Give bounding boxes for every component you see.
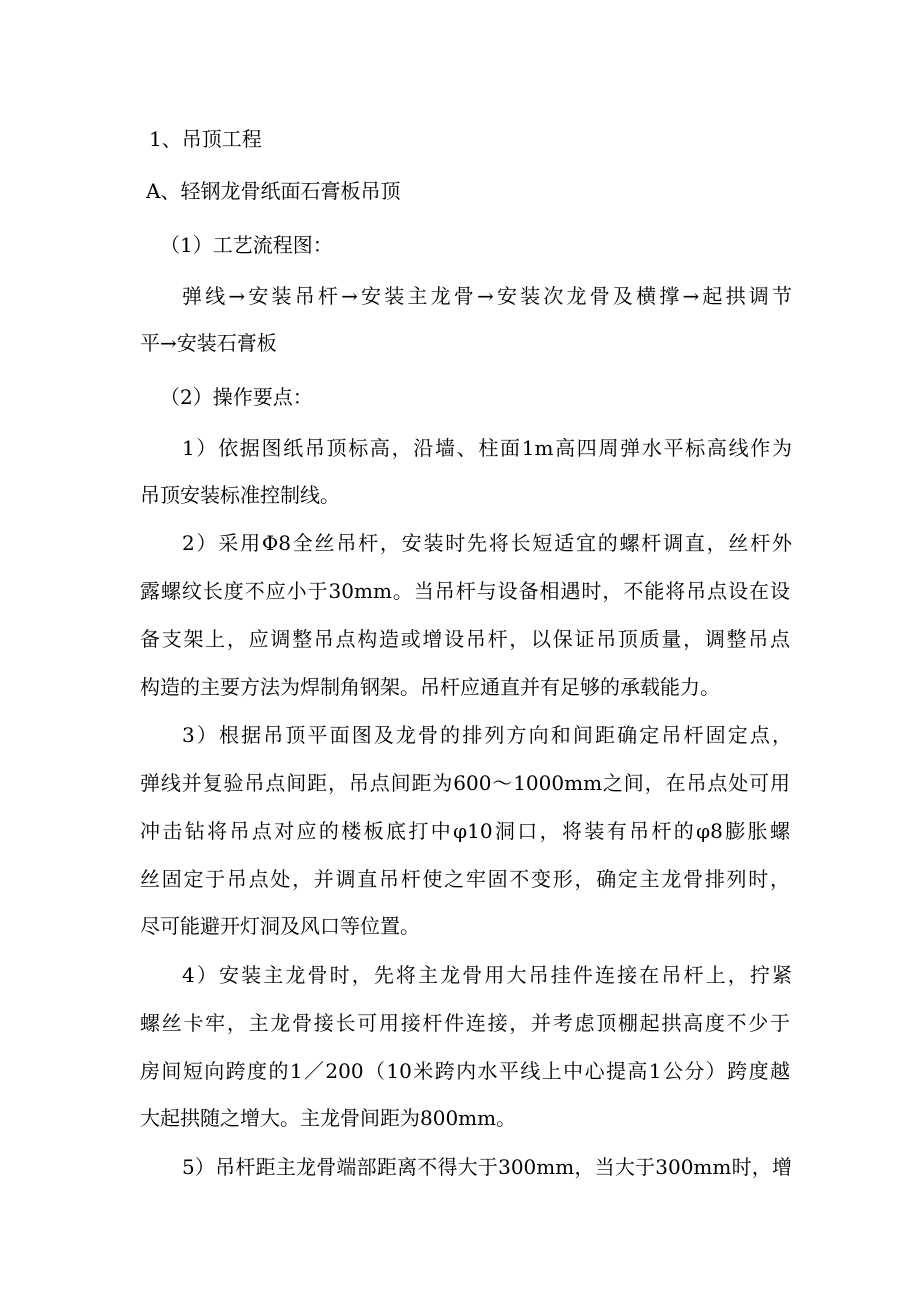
point3-line-1: 3）根据吊顶平面图及龙骨的排列方向和间距确定吊杆固定点，: [182, 723, 792, 747]
point2-line-1: 2）采用Φ8全丝吊杆，安装时先将长短适宜的螺杆调直，丝杆外: [182, 531, 792, 555]
item1-heading: （1）工艺流程图：: [160, 233, 333, 257]
point4-line-3: 房间短向跨度的1／200（10米跨内水平线上中心提高1公分）跨度越: [140, 1059, 790, 1083]
point2-line-2: 露螺纹长度不应小于30mm。当吊杆与设备相遇时，不能将吊点设在设: [140, 579, 790, 603]
flow-line-2: 平→安装石膏板: [140, 331, 277, 355]
item2-heading: （2）操作要点：: [160, 385, 313, 409]
subsection-heading: A、轻钢龙骨纸面石膏板吊顶: [146, 179, 401, 203]
point1-line-2: 吊顶安装标准控制线。: [140, 483, 340, 507]
point4-line-2: 螺丝卡牢，主龙骨接长可用接杆件连接，并考虑顶棚起拱高度不少于: [140, 1011, 790, 1035]
section-heading: 1、吊顶工程: [149, 127, 262, 151]
point3-line-4: 丝固定于吊点处，并调直吊杆使之牢固不变形，确定主龙骨排列时，: [140, 867, 790, 891]
point3-line-2: 弹线并复验吊点间距，吊点间距为600～1000mm之间，在吊点处可用: [140, 771, 790, 795]
point2-line-4: 构造的主要方法为焊制角钢架。吊杆应通直并有足够的承载能力。: [140, 675, 720, 699]
point3-line-5: 尽可能避开灯洞及风口等位置。: [140, 914, 420, 938]
point4-line-4: 大起拱随之增大。主龙骨间距为800mm。: [140, 1106, 517, 1130]
point4-line-1: 4）安装主龙骨时，先将主龙骨用大吊挂件连接在吊杆上，拧紧: [182, 963, 792, 987]
point2-line-3: 备支架上，应调整吊点构造或增设吊杆，以保证吊顶质量，调整吊点: [140, 627, 790, 651]
flow-line-1: 弹线→安装吊杆→安装主龙骨→安装次龙骨及横撑→起拱调节: [182, 284, 792, 308]
point3-line-3: 冲击钻将吊点对应的楼板底打中φ10洞口，将装有吊杆的φ8膨胀螺: [140, 819, 790, 843]
point5-line-1: 5）吊杆距主龙骨端部距离不得大于300mm，当大于300mm时，增: [182, 1155, 792, 1179]
point1-line-1: 1）依据图纸吊顶标高，沿墙、柱面1m高四周弹水平标高线作为: [182, 436, 792, 460]
